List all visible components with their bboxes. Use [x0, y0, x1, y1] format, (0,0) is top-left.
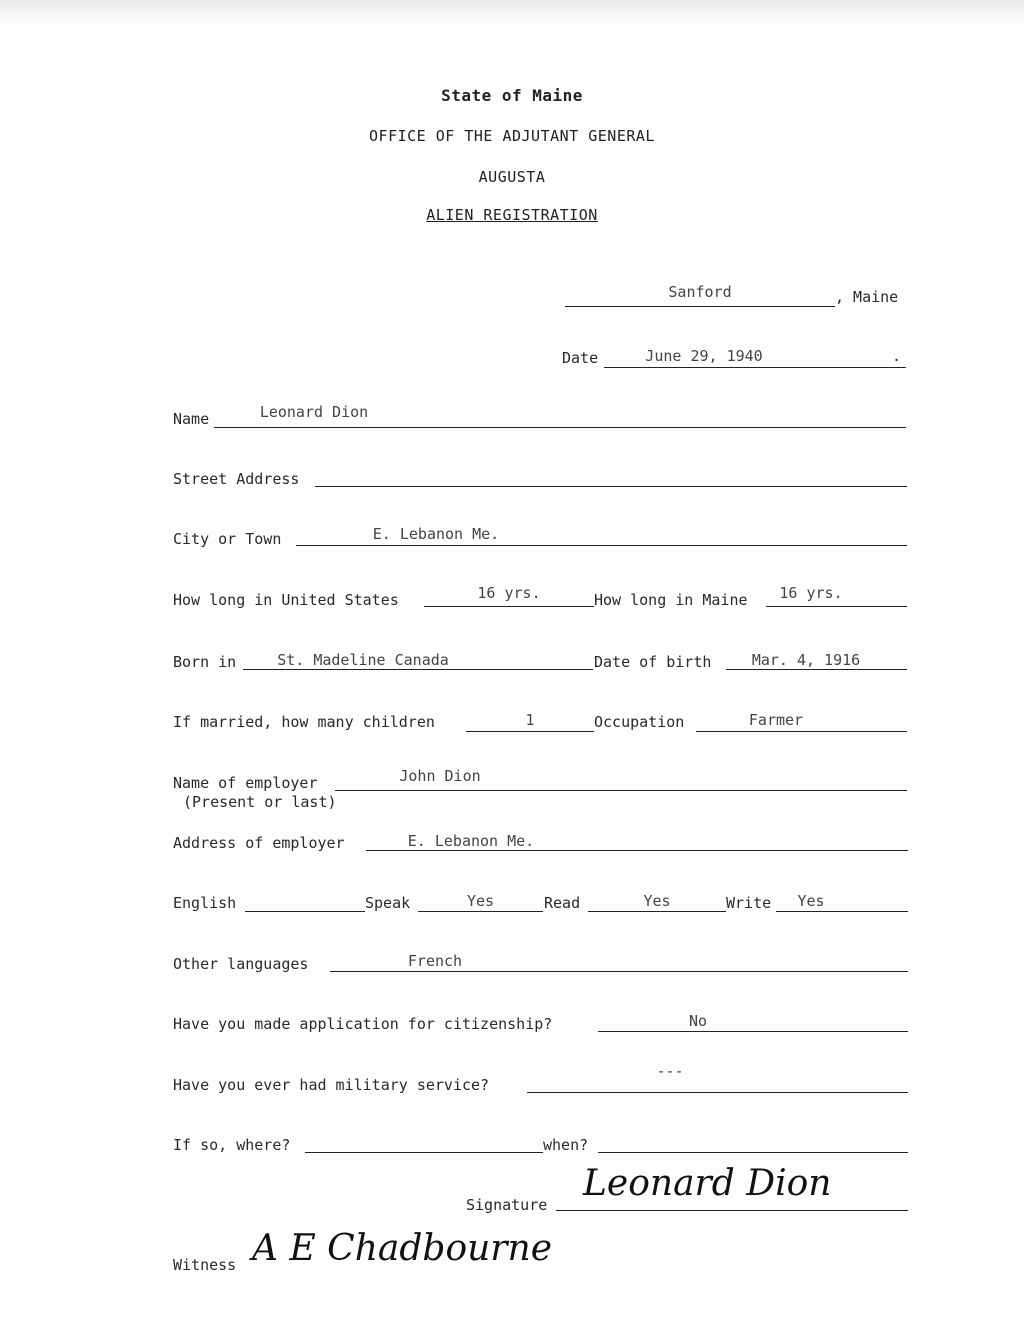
city-label: City or Town — [173, 530, 282, 548]
where-label: If so, where? — [173, 1136, 291, 1154]
employer-label: Name of employer — [173, 774, 318, 792]
read-value: Yes — [643, 892, 671, 910]
citizenship-value: No — [688, 1012, 708, 1030]
how-long-maine-value: 16 yrs. — [779, 584, 843, 602]
header-state: State of Maine — [441, 86, 583, 105]
employer-value: John Dion — [399, 767, 481, 785]
military-value: --- — [656, 1062, 684, 1080]
occupation-line — [696, 731, 907, 732]
date-suffix: . — [892, 347, 902, 365]
write-value: Yes — [797, 892, 825, 910]
signature-label: Signature — [466, 1196, 548, 1214]
witness-value: A E Chadbourne — [252, 1228, 553, 1269]
born-in-line — [243, 669, 593, 670]
name-line — [214, 427, 906, 428]
how-long-us-value: 16 yrs. — [477, 584, 541, 602]
english-label: English — [173, 894, 237, 912]
dob-value: Mar. 4, 1916 — [751, 651, 861, 669]
where-line — [305, 1152, 543, 1153]
english-line — [245, 911, 365, 912]
employer-line — [335, 790, 907, 791]
city-line — [296, 545, 907, 546]
how-long-maine-line — [766, 606, 907, 607]
military-label: Have you ever had military service? — [173, 1076, 490, 1094]
write-line — [776, 911, 908, 912]
place-line — [565, 306, 835, 307]
speak-line — [418, 911, 543, 912]
read-label: Read — [544, 894, 581, 912]
place-suffix: , Maine — [835, 288, 899, 306]
children-value: 1 — [525, 711, 535, 729]
other-languages-value: French — [407, 952, 463, 970]
street-label: Street Address — [173, 470, 300, 488]
place-value: Sanford — [668, 283, 732, 301]
how-long-us-line — [424, 606, 594, 607]
name-value: Leonard Dion — [259, 403, 369, 421]
other-languages-line — [330, 971, 908, 972]
military-line — [527, 1092, 908, 1093]
read-line — [588, 911, 726, 912]
children-line — [466, 731, 594, 732]
speak-label: Speak — [365, 894, 411, 912]
other-languages-label: Other languages — [173, 955, 309, 973]
scan-edge — [0, 0, 1024, 24]
header-city: AUGUSTA — [478, 168, 546, 186]
when-line — [598, 1152, 908, 1153]
employer-address-line — [366, 850, 908, 851]
citizenship-line — [598, 1031, 908, 1032]
occupation-label: Occupation — [594, 713, 685, 731]
born-in-label: Born in — [173, 653, 237, 671]
citizenship-label: Have you made application for citizenship? — [173, 1015, 553, 1033]
header-office: OFFICE OF THE ADJUTANT GENERAL — [369, 127, 655, 145]
signature-line — [556, 1210, 908, 1211]
how-long-maine-label: How long in Maine — [594, 591, 748, 609]
how-long-us-label: How long in United States — [173, 591, 399, 609]
form-title: ALIEN REGISTRATION — [426, 206, 598, 224]
write-label: Write — [726, 894, 772, 912]
dob-label: Date of birth — [594, 653, 712, 671]
city-value: E. Lebanon Me. — [372, 525, 500, 543]
occupation-value: Farmer — [748, 711, 804, 729]
employer-address-label: Address of employer — [173, 834, 345, 852]
employer-sublabel: (Present or last) — [183, 793, 337, 811]
employer-address-value: E. Lebanon Me. — [407, 832, 535, 850]
speak-value: Yes — [466, 892, 495, 910]
when-label: when? — [543, 1136, 589, 1154]
witness-label: Witness — [173, 1256, 237, 1274]
children-label: If married, how many children — [173, 713, 435, 731]
date-label: Date — [562, 349, 599, 367]
date-line — [604, 367, 906, 368]
signature-value: Leonard Dion — [583, 1163, 832, 1204]
born-in-value: St. Madeline Canada — [277, 651, 449, 669]
date-value: June 29, 1940 — [645, 347, 763, 365]
street-line — [315, 486, 907, 487]
dob-line — [726, 669, 907, 670]
name-label: Name — [173, 410, 210, 428]
